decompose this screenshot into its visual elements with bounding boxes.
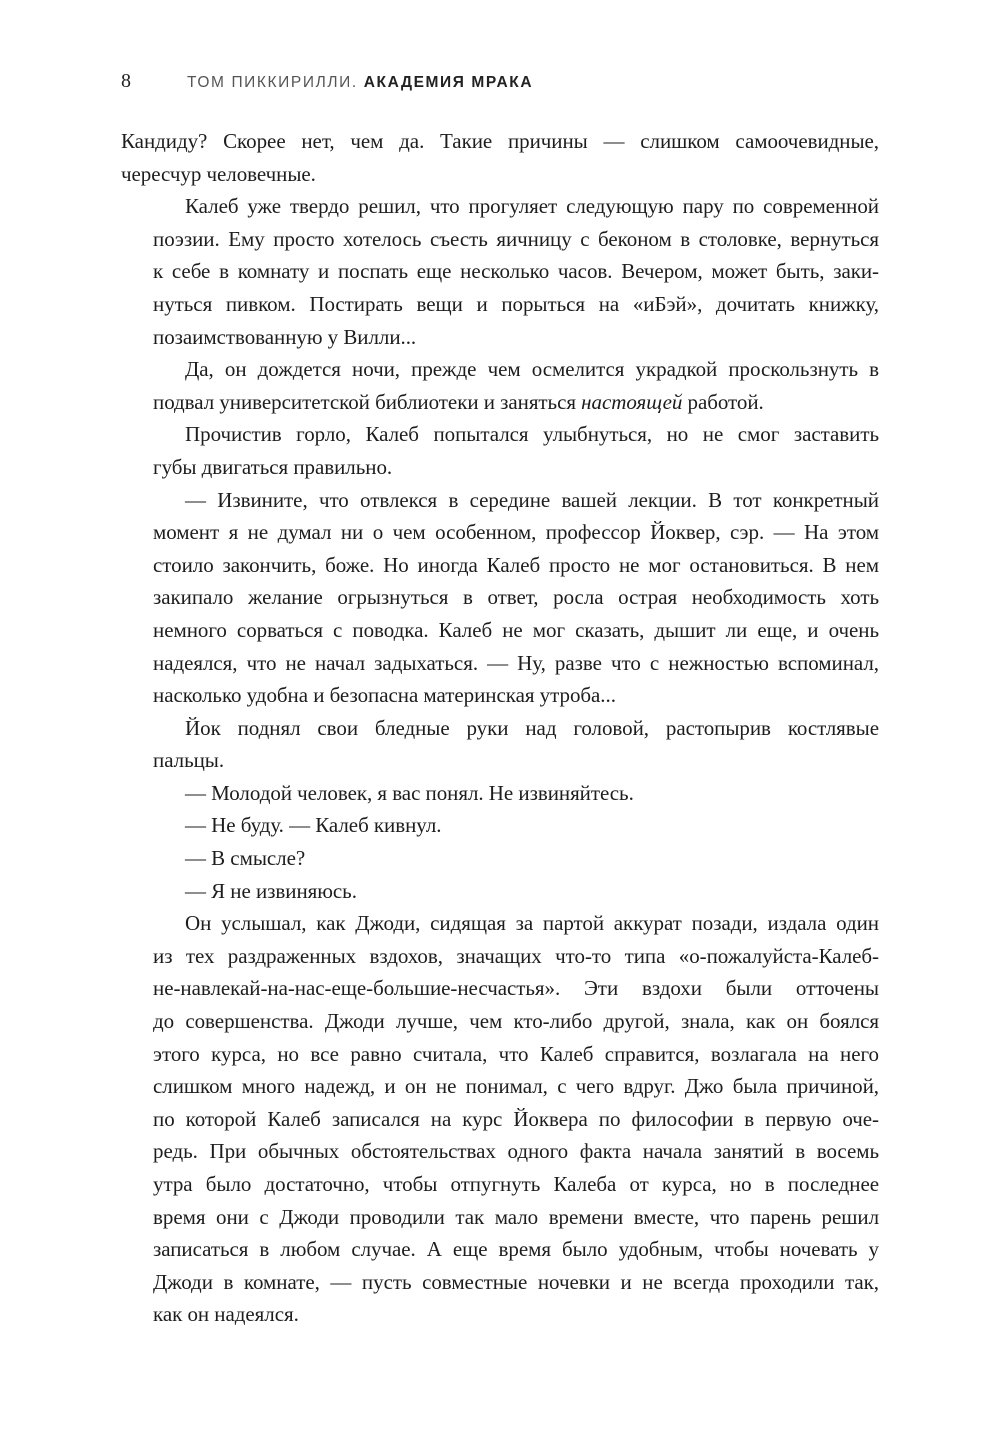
page-number: 8 (121, 70, 131, 92)
text-line: Калеб уже твердо решил, что прогуляет следующую пару по современной (185, 194, 879, 219)
book-title: АКАДЕМИЯ МРАКА (363, 74, 534, 91)
text-line: к себе в комнату и поспать еще несколько часов. Вечером, может быть, заки- (153, 259, 879, 284)
text-line: Йок поднял свои бледные руки над головой, растопырив костлявые (185, 715, 879, 740)
text-line: редь. При обычных обстоятельствах одного факта начала занятий в восемь (153, 1139, 879, 1164)
paragraph (121, 777, 879, 810)
text-line: как он надеялся. (153, 1302, 299, 1327)
text-line: надеялся, что не начал задыхаться. — Ну, разве что с нежностью вспоминал, (153, 650, 879, 675)
text-line: — Молодой человек, я вас понял. Не извиняйтесь. (185, 780, 634, 805)
text-line: позаимствованную у Вилли... (153, 324, 417, 349)
body-text (121, 125, 879, 1331)
paragraph (121, 484, 879, 712)
text-line: не-навлекай-на-нас-еще-большие-несчастья». Эти вздохи были отточены (153, 976, 879, 1001)
text-line: насколько удобна и безопасна материнская утроба... (153, 683, 616, 708)
text-line: пальцы. (153, 748, 225, 773)
paragraph (121, 907, 879, 1331)
text-line: из тех раздраженных вздохов, значащих что-то типа «о-пожалуйста-Калеб- (153, 943, 879, 968)
text-line: Он услышал, как Джоди, сидящая за партой аккурат позади, издала один (185, 911, 879, 936)
paragraph (121, 712, 879, 777)
text-line: чересчур человечные. (121, 161, 316, 186)
text-line: утра было достаточно, чтобы отпугнуть Калеба от курса, но в последнее (153, 1172, 879, 1196)
running-header (121, 70, 533, 93)
italic-emphasis: настоящей (581, 389, 683, 414)
paragraph (121, 353, 879, 418)
text-line: до совершенства. Джоди лучше, чем кто-либо другой, знала, как он боялся (153, 1009, 879, 1034)
text-line: нуться пивком. Постирать вещи и порыться на «иБэй», дочитать книжку, (153, 291, 879, 316)
text-line: момент я не думал ни о чем особенном, профессор Йоквер, сэр. — На этом (153, 520, 879, 545)
text-line: Кандиду? Скорее нет, чем да. Такие причины — слишком самоочевидные, (121, 129, 879, 153)
paragraph (121, 842, 879, 875)
text-line: поэзии. Ему просто хотелось съесть яичницу с беконом в столовке, вернуться (153, 226, 879, 251)
paragraph (121, 190, 879, 353)
text-line: — Не буду. — Калеб кивнул. (185, 813, 442, 838)
text-line: — В смысле? (185, 846, 306, 871)
text-line: губы двигаться правильно. (153, 454, 393, 479)
text-line: — Извините, что отвлекся в середине вашей лекции. В тот конкретный (185, 487, 879, 512)
text-line: Джоди в комнате, — пусть совместные ночевки и не всегда проходили так, (153, 1269, 879, 1294)
paragraph (121, 809, 879, 842)
text-line: — Я не извиняюсь. (185, 878, 357, 903)
text-line: время они с Джоди проводили так мало времени вместе, что парень решил (153, 1204, 879, 1229)
text-line: закипало желание огрызнуться в ответ, росла острая необходимость хоть (153, 585, 879, 610)
running-head (187, 74, 533, 92)
text-line: подвал университетской библиотеки и заняться настоящей работой. (153, 389, 764, 414)
paragraph (121, 125, 879, 190)
paragraph (121, 418, 879, 483)
text-line: немного сорваться с поводка. Калеб не мог сказать, дышит ли еще, и очень (153, 617, 879, 642)
text-line: этого курса, но все равно считала, что Калеб справится, возлагала на него (153, 1041, 879, 1066)
text-line: Да, он дождется ночи, прежде чем осмелится украдкой проскользнуть в (185, 357, 879, 382)
paragraph (121, 875, 879, 908)
text-line: слишком много надежд, и он не понимал, с чего вдруг. Джо была причиной, (153, 1074, 879, 1099)
text-line: стоило закончить, боже. Но иногда Калеб просто не мог остановиться. В нем (153, 552, 879, 577)
text-line: записаться в любом случае. А еще время было удобным, чтобы ночевать у (153, 1237, 879, 1262)
text-line: по которой Калеб записался на курс Йоквера по философии в первую оче- (153, 1106, 879, 1131)
author-name: ТОМ ПИККИРИЛЛИ. (187, 74, 358, 91)
text-line: Прочистив горло, Калеб попытался улыбнуться, но не смог заставить (185, 422, 879, 447)
